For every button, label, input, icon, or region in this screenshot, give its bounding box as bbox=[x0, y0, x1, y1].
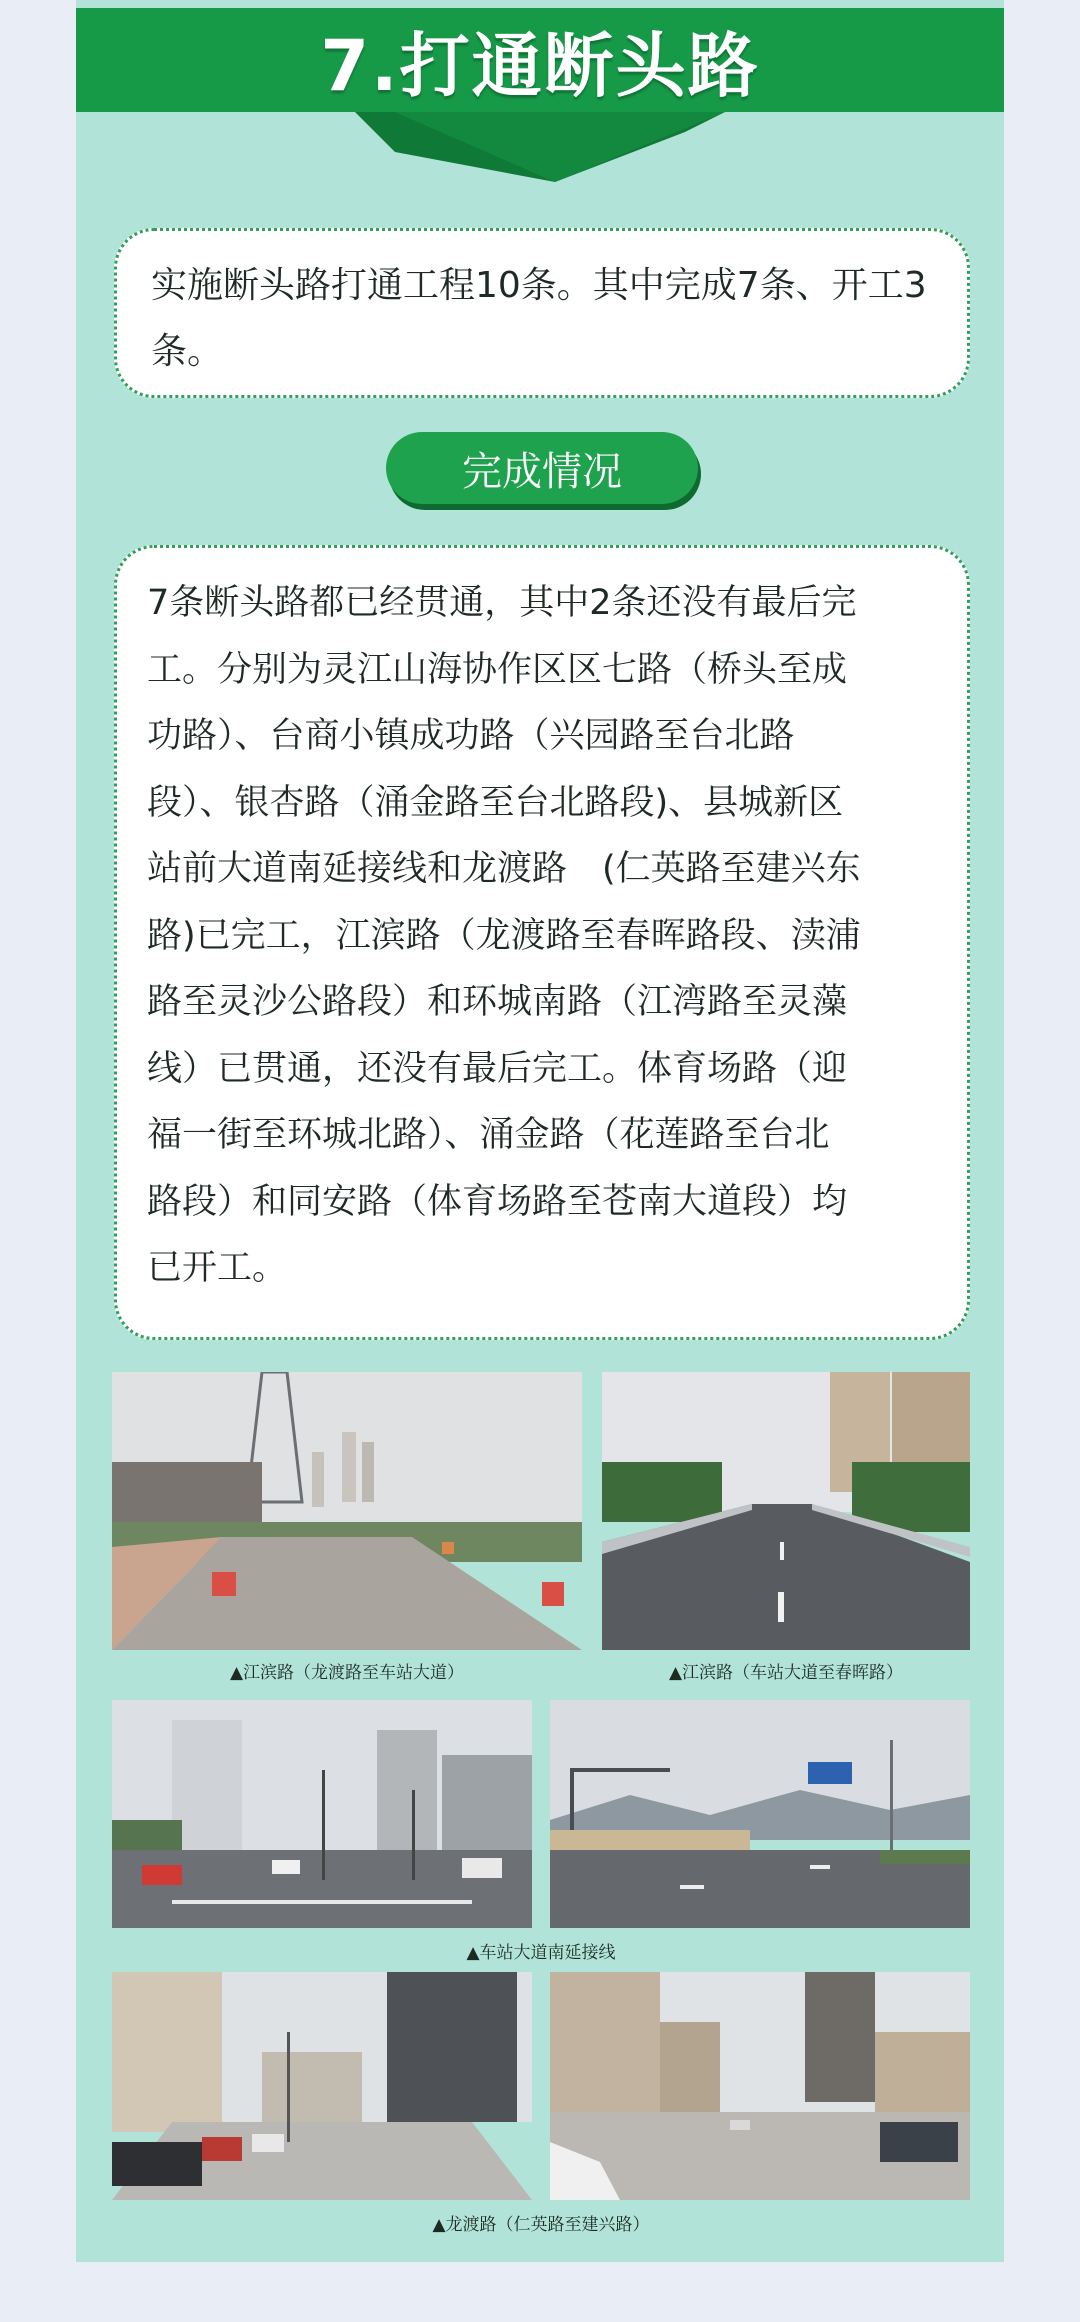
summary-box: 实施断头路打通工程10条。其中完成7条、开工3条。 bbox=[114, 228, 970, 398]
caption-row2: ▲车站大道南延接线 bbox=[466, 1943, 616, 1963]
title-banner bbox=[76, 8, 1004, 112]
page-title: 7.打通断头路 bbox=[320, 24, 760, 107]
details-box: 7条断头路都已经贯通，其中2条还没有最后完 工。分别为灵江山海协作区区七路（桥头至成 功路）、台商小镇成功路（兴园路至台北路 段）、银杏路（涌金路至台北路段)、县城新区 站前大道南延接线和龙渡路 (仁英路至建兴东 路)已完工，江滨路（龙渡路至春晖路段、渎浦 路至灵沙公路段）和环城南路（江湾路至灵藻 线）已贯通，还没有最后完工。体育场路（迎 福一街至环城北路）、涌金路（花莲路至台北 路段）和同安路（体育场路至苍南大道段）均 已开工。 bbox=[114, 545, 970, 1340]
photo-jiangbin-road-1 bbox=[112, 1372, 582, 1650]
section-pill: 完成情况 bbox=[386, 432, 698, 504]
caption-photo2: ▲江滨路（车站大道至春晖路） bbox=[668, 1663, 904, 1683]
photo-jiangbin-road-2 bbox=[602, 1372, 970, 1650]
photo-station-ave-2 bbox=[550, 1700, 970, 1928]
caption-row3: ▲龙渡路（仁英路至建兴路） bbox=[432, 2215, 650, 2235]
caption-photo1: ▲江滨路（龙渡路至车站大道） bbox=[229, 1663, 465, 1683]
title-ribbon-tail bbox=[355, 112, 725, 182]
photo-station-ave-1 bbox=[112, 1700, 532, 1928]
photo-longdu-road-1 bbox=[112, 1972, 532, 2200]
photo-longdu-road-2 bbox=[550, 1972, 970, 2200]
